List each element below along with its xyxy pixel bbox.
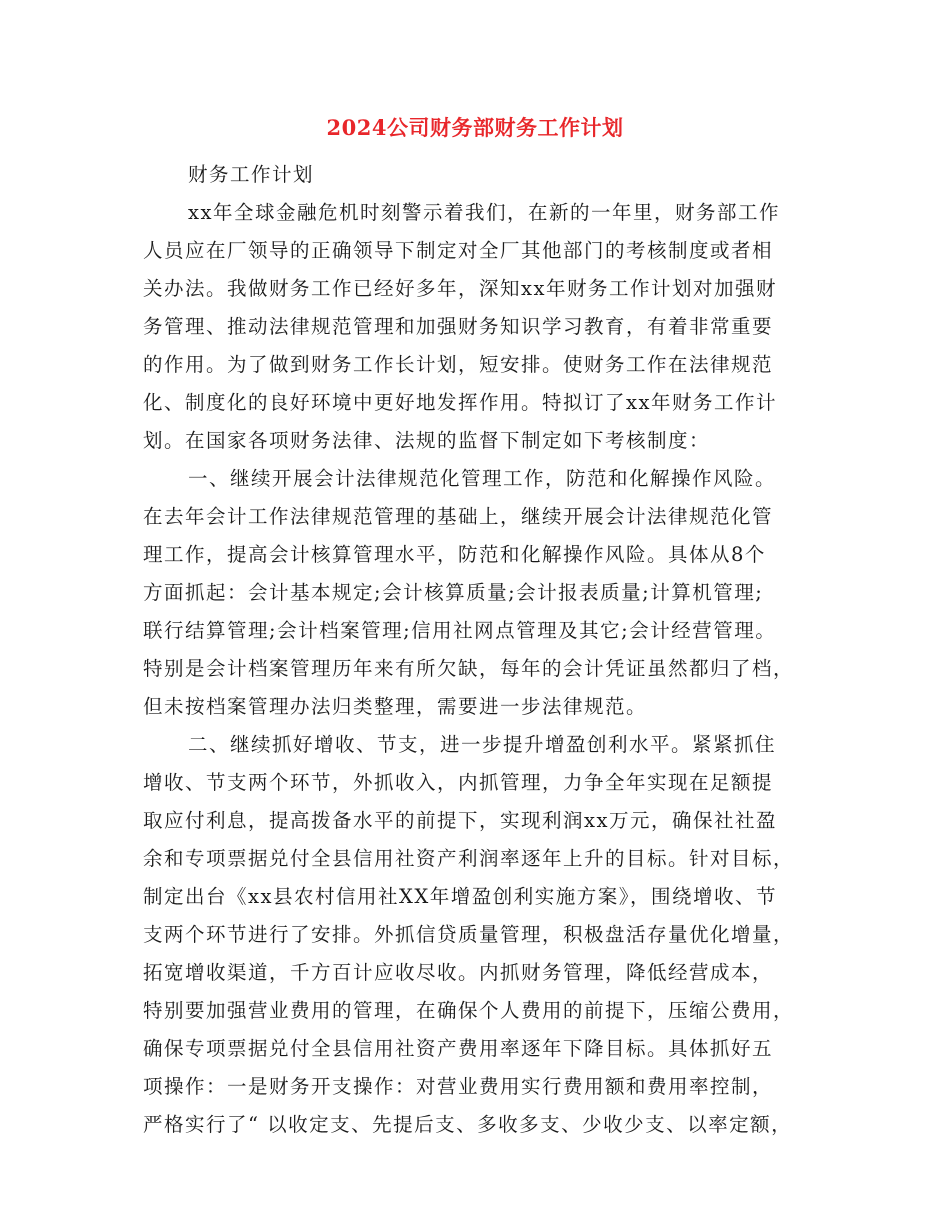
body-line: 务管理、推动法律规范管理和加强财务知识学习教育，有着非常重要 [143,315,774,338]
body-line: 拓宽增收渠道，千方百计应收尽收。内抓财务管理，降低经营成本， [143,961,774,984]
body-line: 制定出台《xx县农村信用社XX年增盈创利实施方案》，围绕增收、节 [143,885,778,908]
body-line: 但未按档案管理办法归类整理，需要进一步法律规范。 [143,695,648,718]
body-line: xx年全球金融危机时刻警示着我们，在新的一年里，财务部工作 [188,201,780,224]
body-line: 取应付利息，提高拨备水平的前提下，实现利润xx万元，确保社社盈 [143,809,777,832]
document-title: 2024公司财务部财务工作计划 [326,115,624,140]
body-line: 联行结算管理;会计档案管理;信用社网点管理及其它;会计经营管理。 [143,619,777,642]
body-line: 特别要加强营业费用的管理，在确保个人费用的前提下，压缩公费用， [143,999,795,1022]
body-line: 划。在国家各项财务法律、法规的监督下制定如下考核制度： [143,429,711,452]
body-line: 项操作：一是财务开支操作：对营业费用实行费用额和费用率控制， [143,1075,774,1098]
body-line: 方面抓起：会计基本规定;会计核算质量;会计报表质量;计算机管理; [143,581,764,604]
body-line: 余和专项票据兑付全县信用社资产利润率逐年上升的目标。针对目标， [143,847,795,870]
body-line: 支两个环节进行了安排。外抓信贷质量管理，积极盘活存量优化增量， [143,923,795,946]
body-line: 理工作，提高会计核算管理水平，防范和化解操作风险。具体从8个 [143,543,766,566]
body-line: 化、制度化的良好环境中更好地发挥作用。特拟订了xx年财务工作计 [143,391,777,414]
body-line: 关办法。我做财务工作已经好多年，深知xx年财务工作计划对加强财 [143,277,777,300]
body-line: 增收、节支两个环节，外抓收入，内抓管理，力争全年实现在足额提 [143,771,774,794]
body-line: 财务工作计划 [188,163,315,186]
body-line: 人员应在厂领导的正确领导下制定对全厂其他部门的考核制度或者相 [143,239,774,262]
body-line: 在去年会计工作法律规范管理的基础上，继续开展会计法律规范化管 [143,505,774,528]
body-line: 特别是会计档案管理历年来有所欠缺，每年的会计凭证虽然都归了档， [143,657,795,680]
section-heading-2: 二、继续抓好增收、节支，进一步提升增盈创利水平。紧紧抓住 [188,733,777,756]
body-line: 严格实行了“ 以收定支、先提后支、多收多支、少收少支、以率定额， [143,1113,793,1136]
body-line: 确保专项票据兑付全县信用社资产费用率逐年下降目标。具体抓好五 [143,1037,774,1060]
section-heading-1: 一、继续开展会计法律规范化管理工作，防范和化解操作风险。 [188,467,777,490]
body-line: 的作用。为了做到财务工作长计划，短安排。使财务工作在法律规范 [143,353,774,376]
